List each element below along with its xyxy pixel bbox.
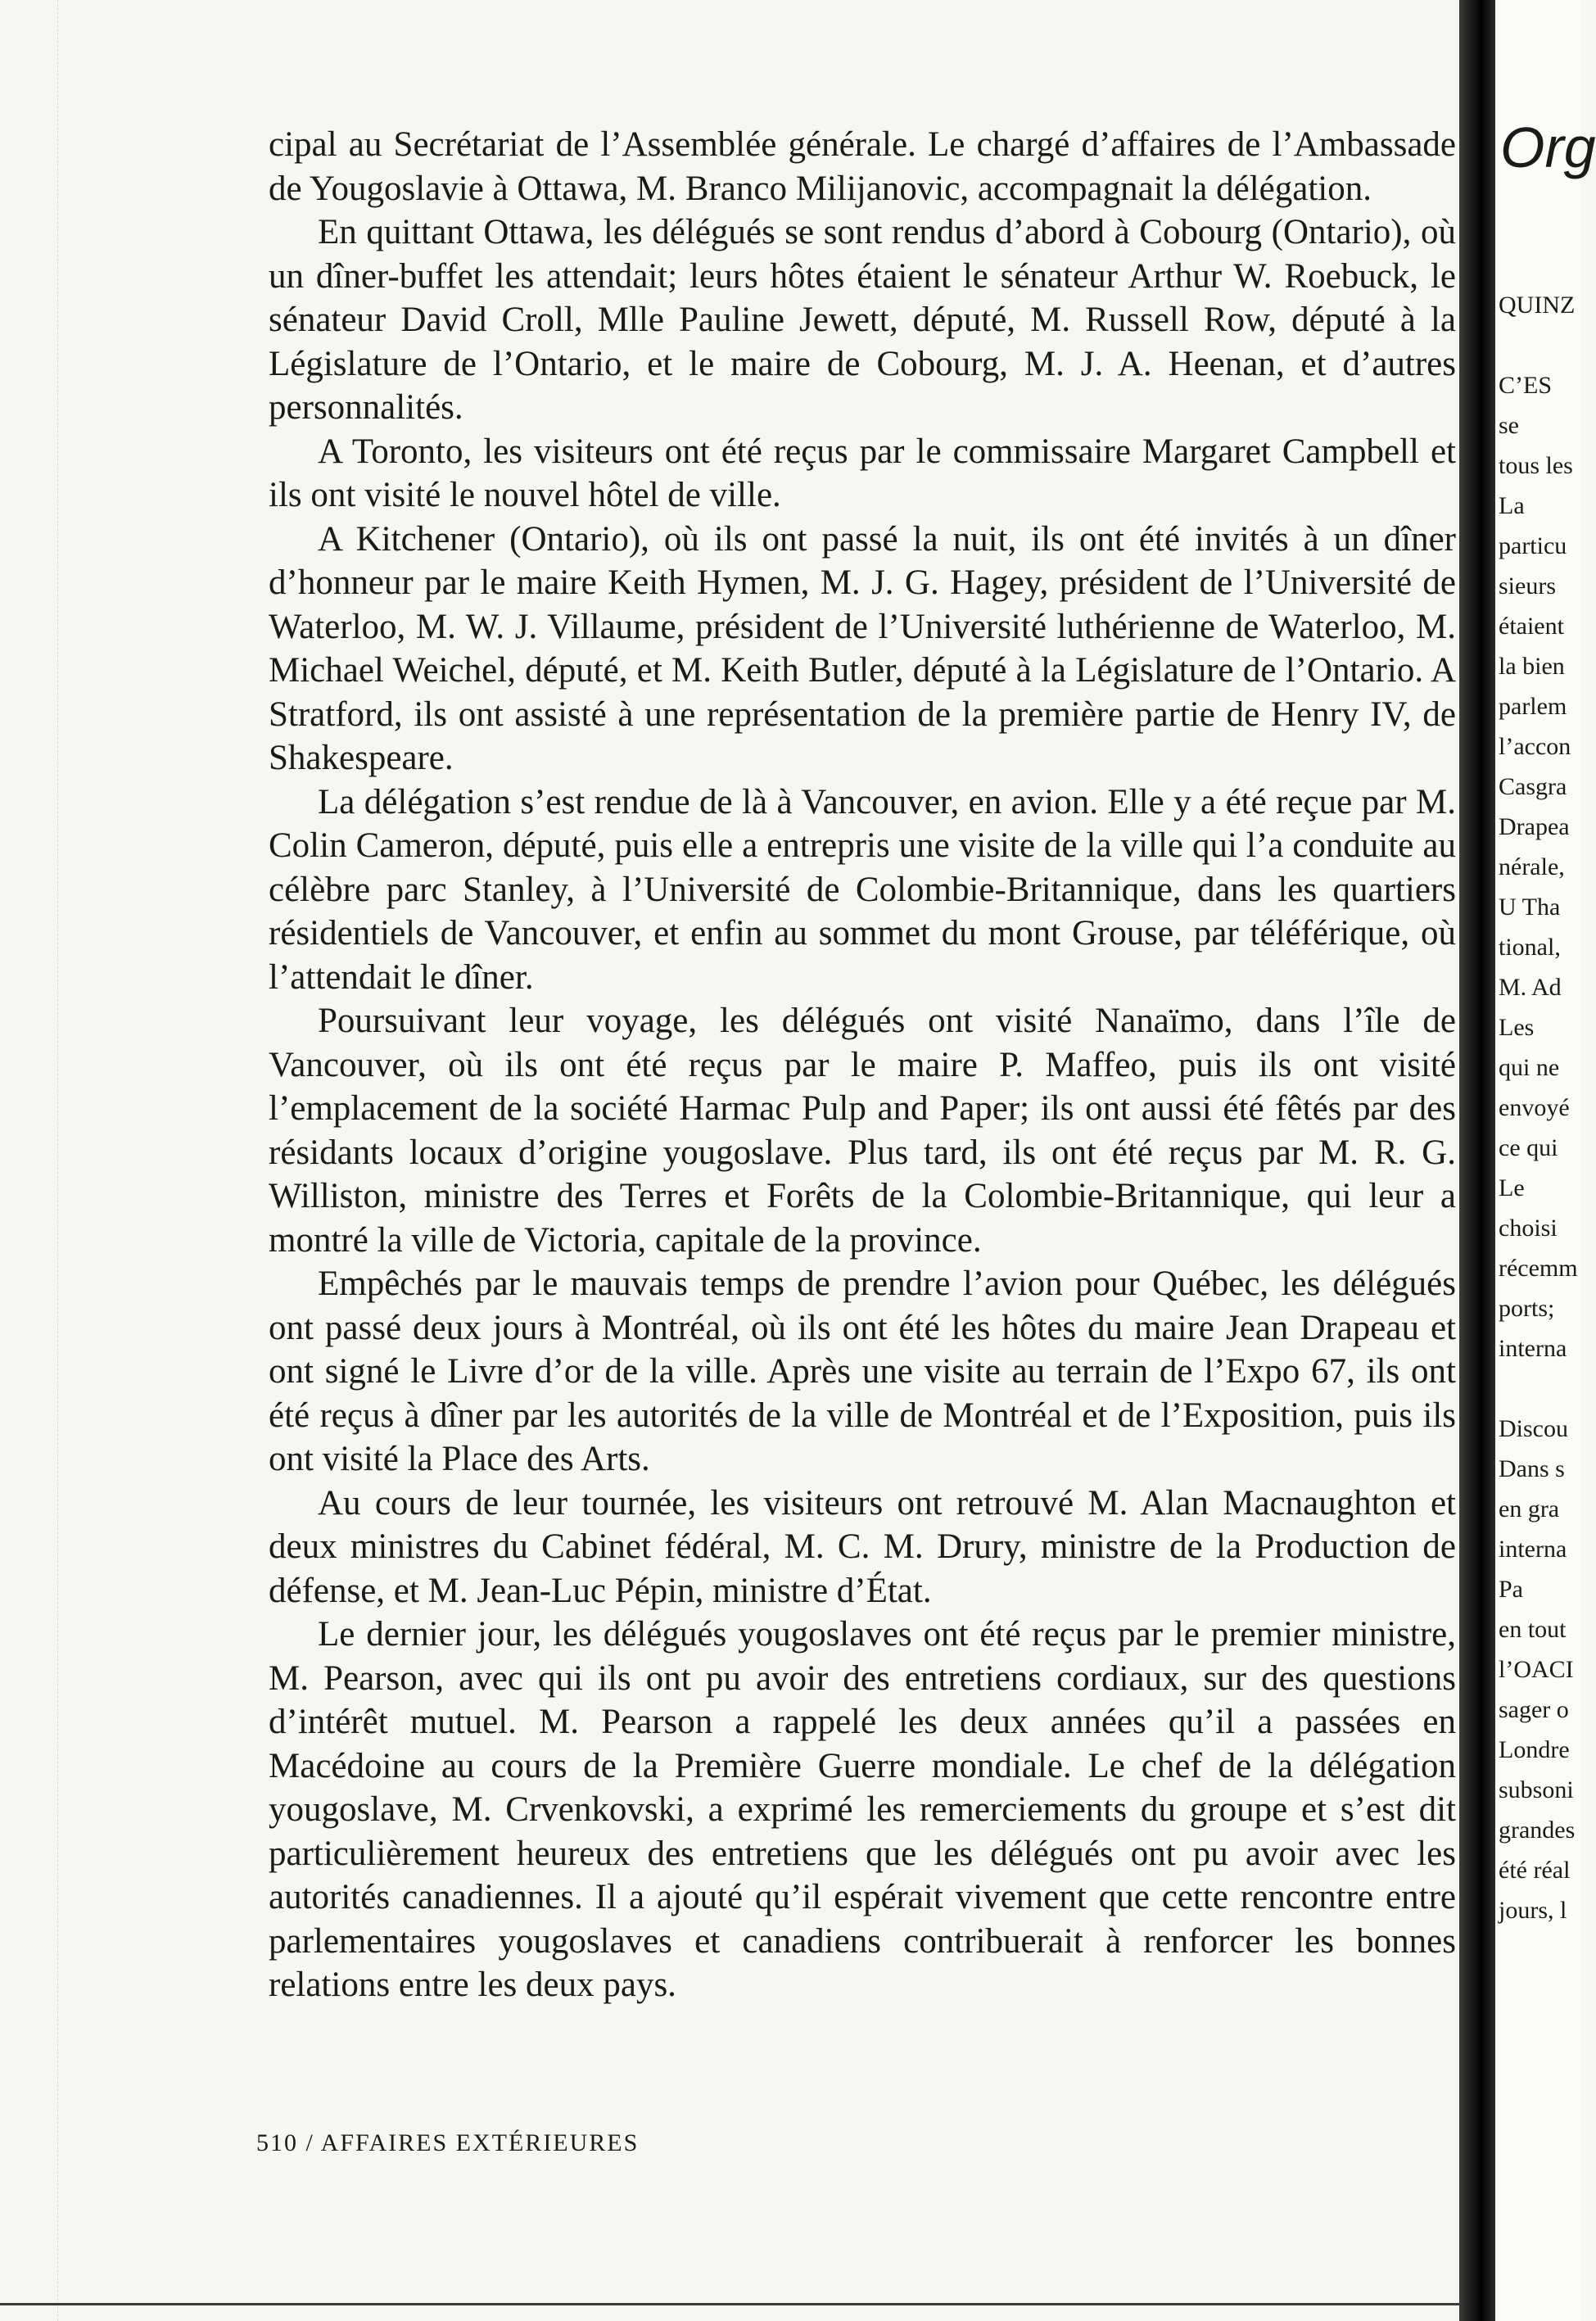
facing-page-line: tous les [1499,452,1573,479]
facing-page-line: M. Ad [1499,974,1562,1001]
paragraph-5: La délégation s’est rendue de là à Vancouver, en avion. Elle y a été reçue par M. Colin Cameron, député, puis elle a entrepris une visite de la ville qui l’a conduite au célèbre parc Stanley, à l’Université de Colombie-Britannique, dans les quartiers résidentiels de Vancouver, et enfin au sommet du mont Grouse, par téléférique, où l’attendait le dîner. [269,782,1456,997]
paragraph-7: Empêchés par le mauvais temps de prendre l’avion pour Québec, les délégués ont passé deux jours à Montréal, où ils ont été les hôtes du maire Jean Drapeau et ont signé le Livre d’or de la ville. Après une visite au terrain de l’Expo 67, ils ont été reçus à dîner par les autorités de la ville de Montréal et de l’Exposition, puis ils ont visité la Place des Arts. [269,1265,1456,1478]
article-body [269,123,1456,2007]
paragraph-8: Au cours de leur tournée, les visiteurs ont retrouvé M. Alan Macnaughton et deux ministres du Cabinet fédéral, M. C. M. Drury, ministre de la Production de défense, et M. Jean-Luc Pépin, ministre d’État. [269,1483,1456,1610]
facing-page-line: l’OACI [1499,1656,1574,1683]
facing-page-line: en tout [1499,1616,1567,1643]
facing-page-line: Londre [1499,1736,1570,1763]
facing-page-line: récemm [1499,1255,1578,1282]
facing-page-line: la bien [1499,653,1565,680]
facing-page-line [1499,205,1577,245]
paragraph-6: Poursuivant leur voyage, les délégués ont visité Nanaïmo, dans l’île de Vancouver, où ils ont été reçus par le maire P. Maffeo, puis ils ont visité l’emplacement de la société Harmac Pulp and Paper; ils ont aussi été fêtés par des résidants locaux d’origine yougoslave. Plus tard, ils ont été reçus par M. R. G. Williston, ministre des Terres et Forêts de la Colombie-Britannique, qui leur a montré la ville de Victoria, capitale de la province. [269,1002,1456,1260]
facing-page-line: été réal [1499,1857,1571,1884]
facing-page-line: Pa [1499,1576,1523,1603]
facing-page-edge [1495,0,1596,2321]
paragraph-3: A Toronto, les visiteurs ont été reçus par le commissaire Margaret Campbell et ils ont visité le nouvel hôtel de ville. [269,432,1456,514]
facing-page-line: choisi [1499,1215,1558,1242]
facing-page-line: en gra [1499,1495,1560,1522]
facing-page-line: particu [1499,532,1567,559]
facing-page-line: La [1499,492,1525,519]
facing-page-line: jours, l [1499,1897,1567,1924]
facing-page-line: parlem [1499,693,1567,720]
facing-page-line: Casgra [1499,773,1567,800]
facing-page-line: ports; [1499,1295,1555,1322]
facing-page-line: Les [1499,1014,1535,1041]
facing-page-line [1499,1369,1577,1409]
facing-page-lines [1499,205,1577,1930]
paragraph-1: cipal au Secrétariat de l’Assemblée générale. Le chargé d’affaires de l’Ambassade de Yougoslavie à Ottawa, M. Branco Milijanovic, accompagnait la délégation. [269,125,1456,208]
facing-page-line: subsoni [1499,1776,1574,1803]
facing-page-line: étaient [1499,613,1564,640]
facing-page-line [1499,245,1577,285]
facing-page-line: grandes [1499,1817,1576,1844]
page-footer: 510 / AFFAIRES EXTÉRIEURES [256,2129,640,2156]
facing-page-line: QUINZ [1499,292,1576,319]
paragraph-9: Le dernier jour, les délégués yougoslaves ont été reçus par le premier ministre, M. Pearson, avec qui ils ont pu avoir des entretiens cordiaux, sur des questions d’intérêt mutuel. M. Pearson a rappelé les deux années qu’il a passées en Macédoine au cours de la Première Guerre mondiale. Le chef de la délégation yougoslave, M. Crvenkovski, a exprimé les remerciements du groupe et s’est dit particulièrement heureux des entretiens que les délégués ont pu avoir avec les autorités canadiennes. Il a ajouté qu’il espérait vivement que cette rencontre entre parlementaires yougoslaves et canadiens contribuerait à renforcer les bonnes relations entre les deux pays. [269,1615,1456,2004]
facing-page-title: Org [1500,115,1596,179]
facing-page-line: Le [1499,1174,1525,1201]
paragraph-2: En quittant Ottawa, les délégués se sont rendus d’abord à Cobourg (Ontario), où un dîner-buffet les attendait; leurs hôtes étaient le sénateur Arthur W. Roebuck, le sénateur David Croll, Mlle Pauline Jewett, député, M. Russell Row, député à la Législature de l’Ontario, et le maire de Cobourg, M. J. A. Heenan, et d’autres personnalités. [269,213,1456,427]
facing-page-line: Drapea [1499,813,1570,840]
facing-page-line: l’accon [1499,733,1571,760]
facing-page-line: sieurs [1499,572,1556,599]
facing-page-line: interna [1499,1335,1567,1362]
facing-page-line: Dans s [1499,1455,1565,1482]
facing-page-line: se [1499,412,1519,439]
scan-left-margin [0,0,58,2321]
facing-page-line: sager o [1499,1696,1569,1723]
facing-page-line: tional, [1499,934,1561,961]
facing-page-line: nérale, [1499,853,1565,880]
facing-page-line [1499,325,1577,365]
facing-page-line: ce qui [1499,1134,1558,1161]
paragraph-4: A Kitchener (Ontario), où ils ont passé la nuit, ils ont été invités à un dîner d’honneur par le maire Keith Hymen, M. J. G. Hagey, président de l’Université de Waterloo, M. W. J. Villaume, président de l’Université luthérienne de Waterloo, M. Michael Weichel, député, et M. Keith Butler, député à la Législature de l’Ontario. A Stratford, ils ont assisté à une représentation de la première partie de Henry IV, de Shakespeare. [269,519,1456,777]
facing-page-line: envoyé [1499,1094,1570,1121]
facing-page-line: U Tha [1499,894,1561,921]
bottom-rule [0,2303,1459,2305]
facing-page-line: qui ne [1499,1054,1560,1081]
facing-page-line: interna [1499,1536,1567,1563]
binding-gutter [1459,0,1495,2321]
facing-page-line: C’ES [1499,372,1553,399]
facing-page-line: Discou [1499,1415,1568,1442]
